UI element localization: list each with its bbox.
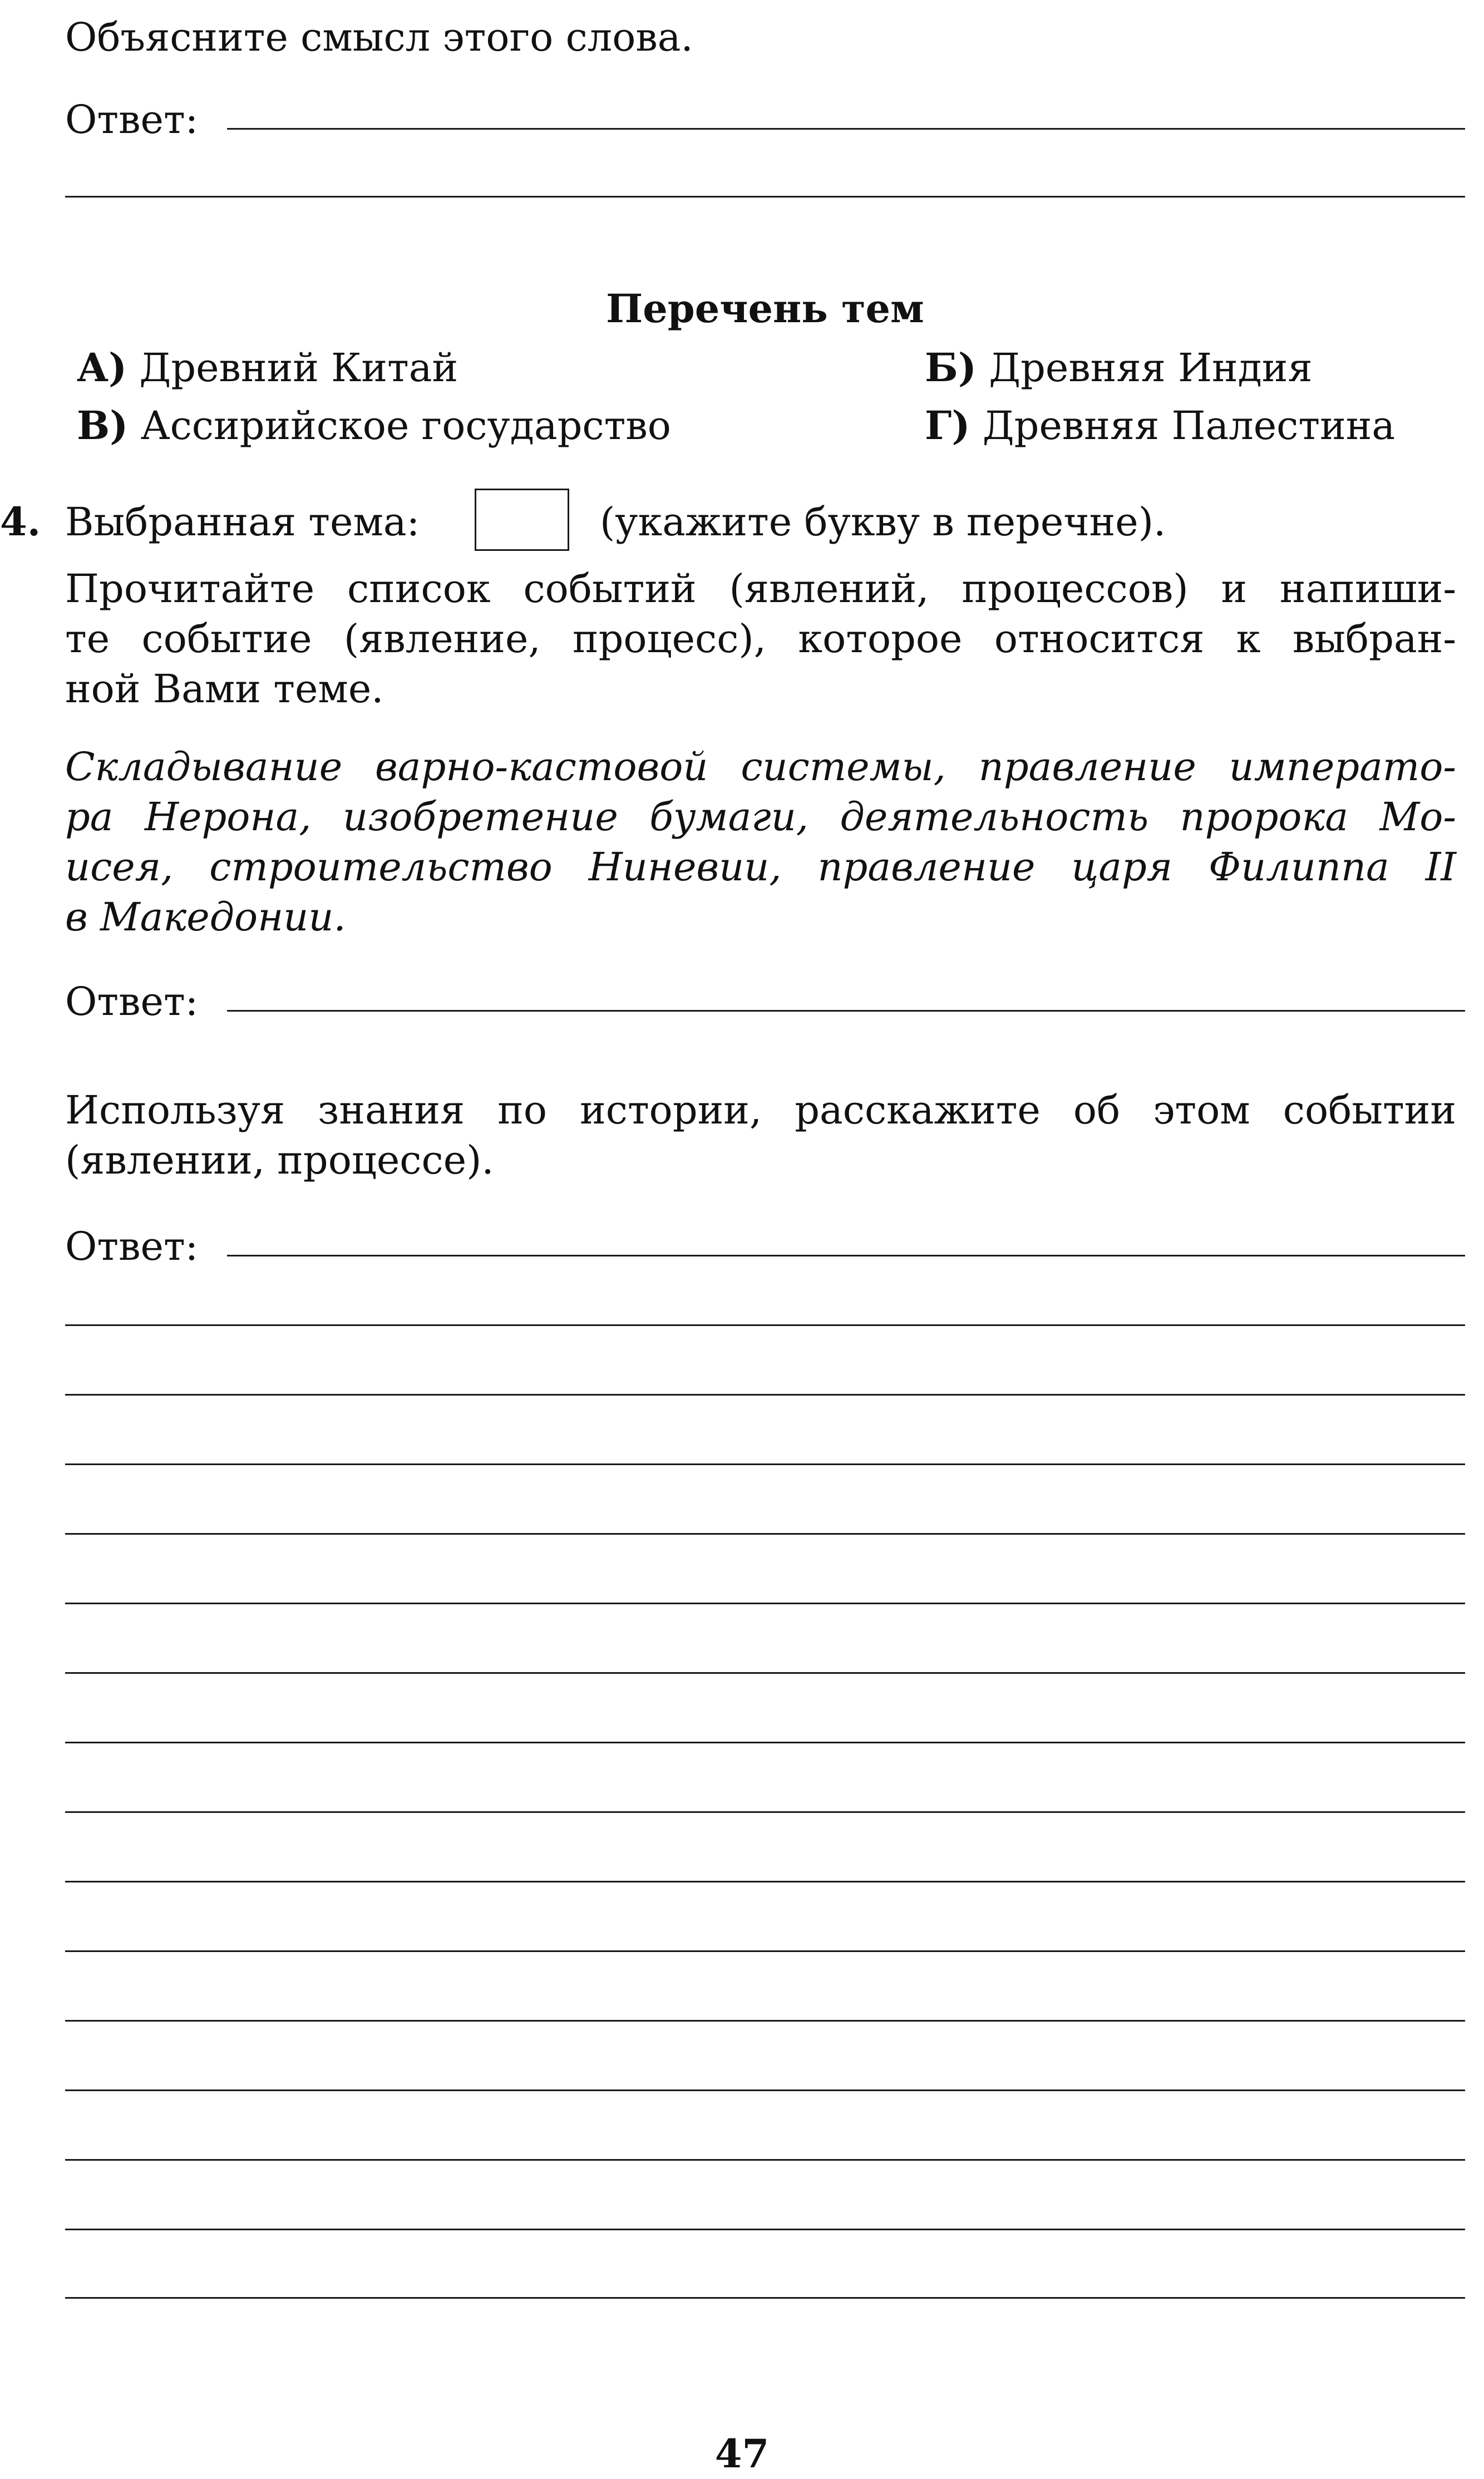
- events-line: исея, строительство Ниневии, правление царя Филиппа II: [65, 844, 1456, 890]
- answer-line[interactable]: [65, 1533, 1465, 1535]
- chosen-topic-label: Выбранная тема:: [65, 499, 420, 545]
- instruction-line: ной Вами теме.: [65, 666, 384, 712]
- answer-line[interactable]: [65, 1394, 1465, 1396]
- answer-line[interactable]: [65, 2297, 1465, 2299]
- topic-name: Древняя Палестина: [982, 403, 1396, 449]
- answer-line[interactable]: [65, 1881, 1465, 1882]
- topic-v: [77, 401, 671, 451]
- events-line: Складывание варно-кастовой системы, правление императо-: [65, 744, 1456, 790]
- topics-title: Перечень тем: [606, 285, 924, 332]
- answer-line[interactable]: [65, 1742, 1465, 1743]
- events-list-paragraph: [65, 742, 1456, 942]
- task-number: 4.: [0, 499, 41, 545]
- answer-line[interactable]: [227, 128, 1465, 130]
- topic-a: [77, 343, 458, 393]
- topic-b: [925, 343, 1313, 393]
- answer-line[interactable]: [65, 1603, 1465, 1604]
- answer-line[interactable]: [65, 1950, 1465, 1952]
- answer-line[interactable]: [65, 196, 1465, 198]
- topic-g: [925, 401, 1395, 451]
- story-paragraph: [65, 1085, 1456, 1185]
- answer-line[interactable]: [65, 1811, 1465, 1813]
- topic-letter: Б): [925, 344, 977, 391]
- answer-line[interactable]: [65, 1463, 1465, 1465]
- story-line: Используя знания по истории, расскажите об этом событии: [65, 1087, 1456, 1133]
- story-line: (явлении, процессе).: [65, 1137, 494, 1183]
- answer-line[interactable]: [65, 1672, 1465, 1674]
- answer-label-2: Ответ:: [65, 979, 199, 1024]
- topic-name: Ассирийское государство: [140, 403, 671, 449]
- answer-label-1: Ответ:: [65, 97, 199, 142]
- answer-line[interactable]: [227, 1010, 1465, 1012]
- explain-word-question: Объясните смысл этого слова.: [65, 14, 693, 60]
- instruction-line: те событие (явление, процесс), которое относится к выбран-: [65, 616, 1456, 662]
- answer-line[interactable]: [65, 2229, 1465, 2230]
- topic-name: Древний Китай: [139, 345, 458, 391]
- answer-line[interactable]: [65, 2089, 1465, 2091]
- chosen-topic-box[interactable]: [475, 489, 569, 551]
- chosen-topic-hint: (укажите букву в перечне).: [600, 499, 1166, 545]
- topic-letter: Г): [925, 402, 970, 449]
- answer-line[interactable]: [227, 1255, 1465, 1256]
- answer-line[interactable]: [65, 2020, 1465, 2022]
- instruction-paragraph: [65, 564, 1456, 714]
- events-line: ра Нерона, изобретение бумаги, деятельность пророка Мо-: [65, 794, 1456, 840]
- page-number: 47: [714, 2431, 770, 2477]
- topic-letter: В): [77, 402, 129, 449]
- answer-line[interactable]: [65, 2159, 1465, 2161]
- events-line: в Македонии.: [65, 894, 346, 940]
- topic-letter: А): [77, 344, 127, 391]
- answer-label-3: Ответ:: [65, 1224, 199, 1269]
- topic-name: Древняя Индия: [989, 345, 1313, 391]
- answer-line[interactable]: [65, 1324, 1465, 1326]
- instruction-line: Прочитайте список событий (явлений, процессов) и напиши-: [65, 566, 1456, 612]
